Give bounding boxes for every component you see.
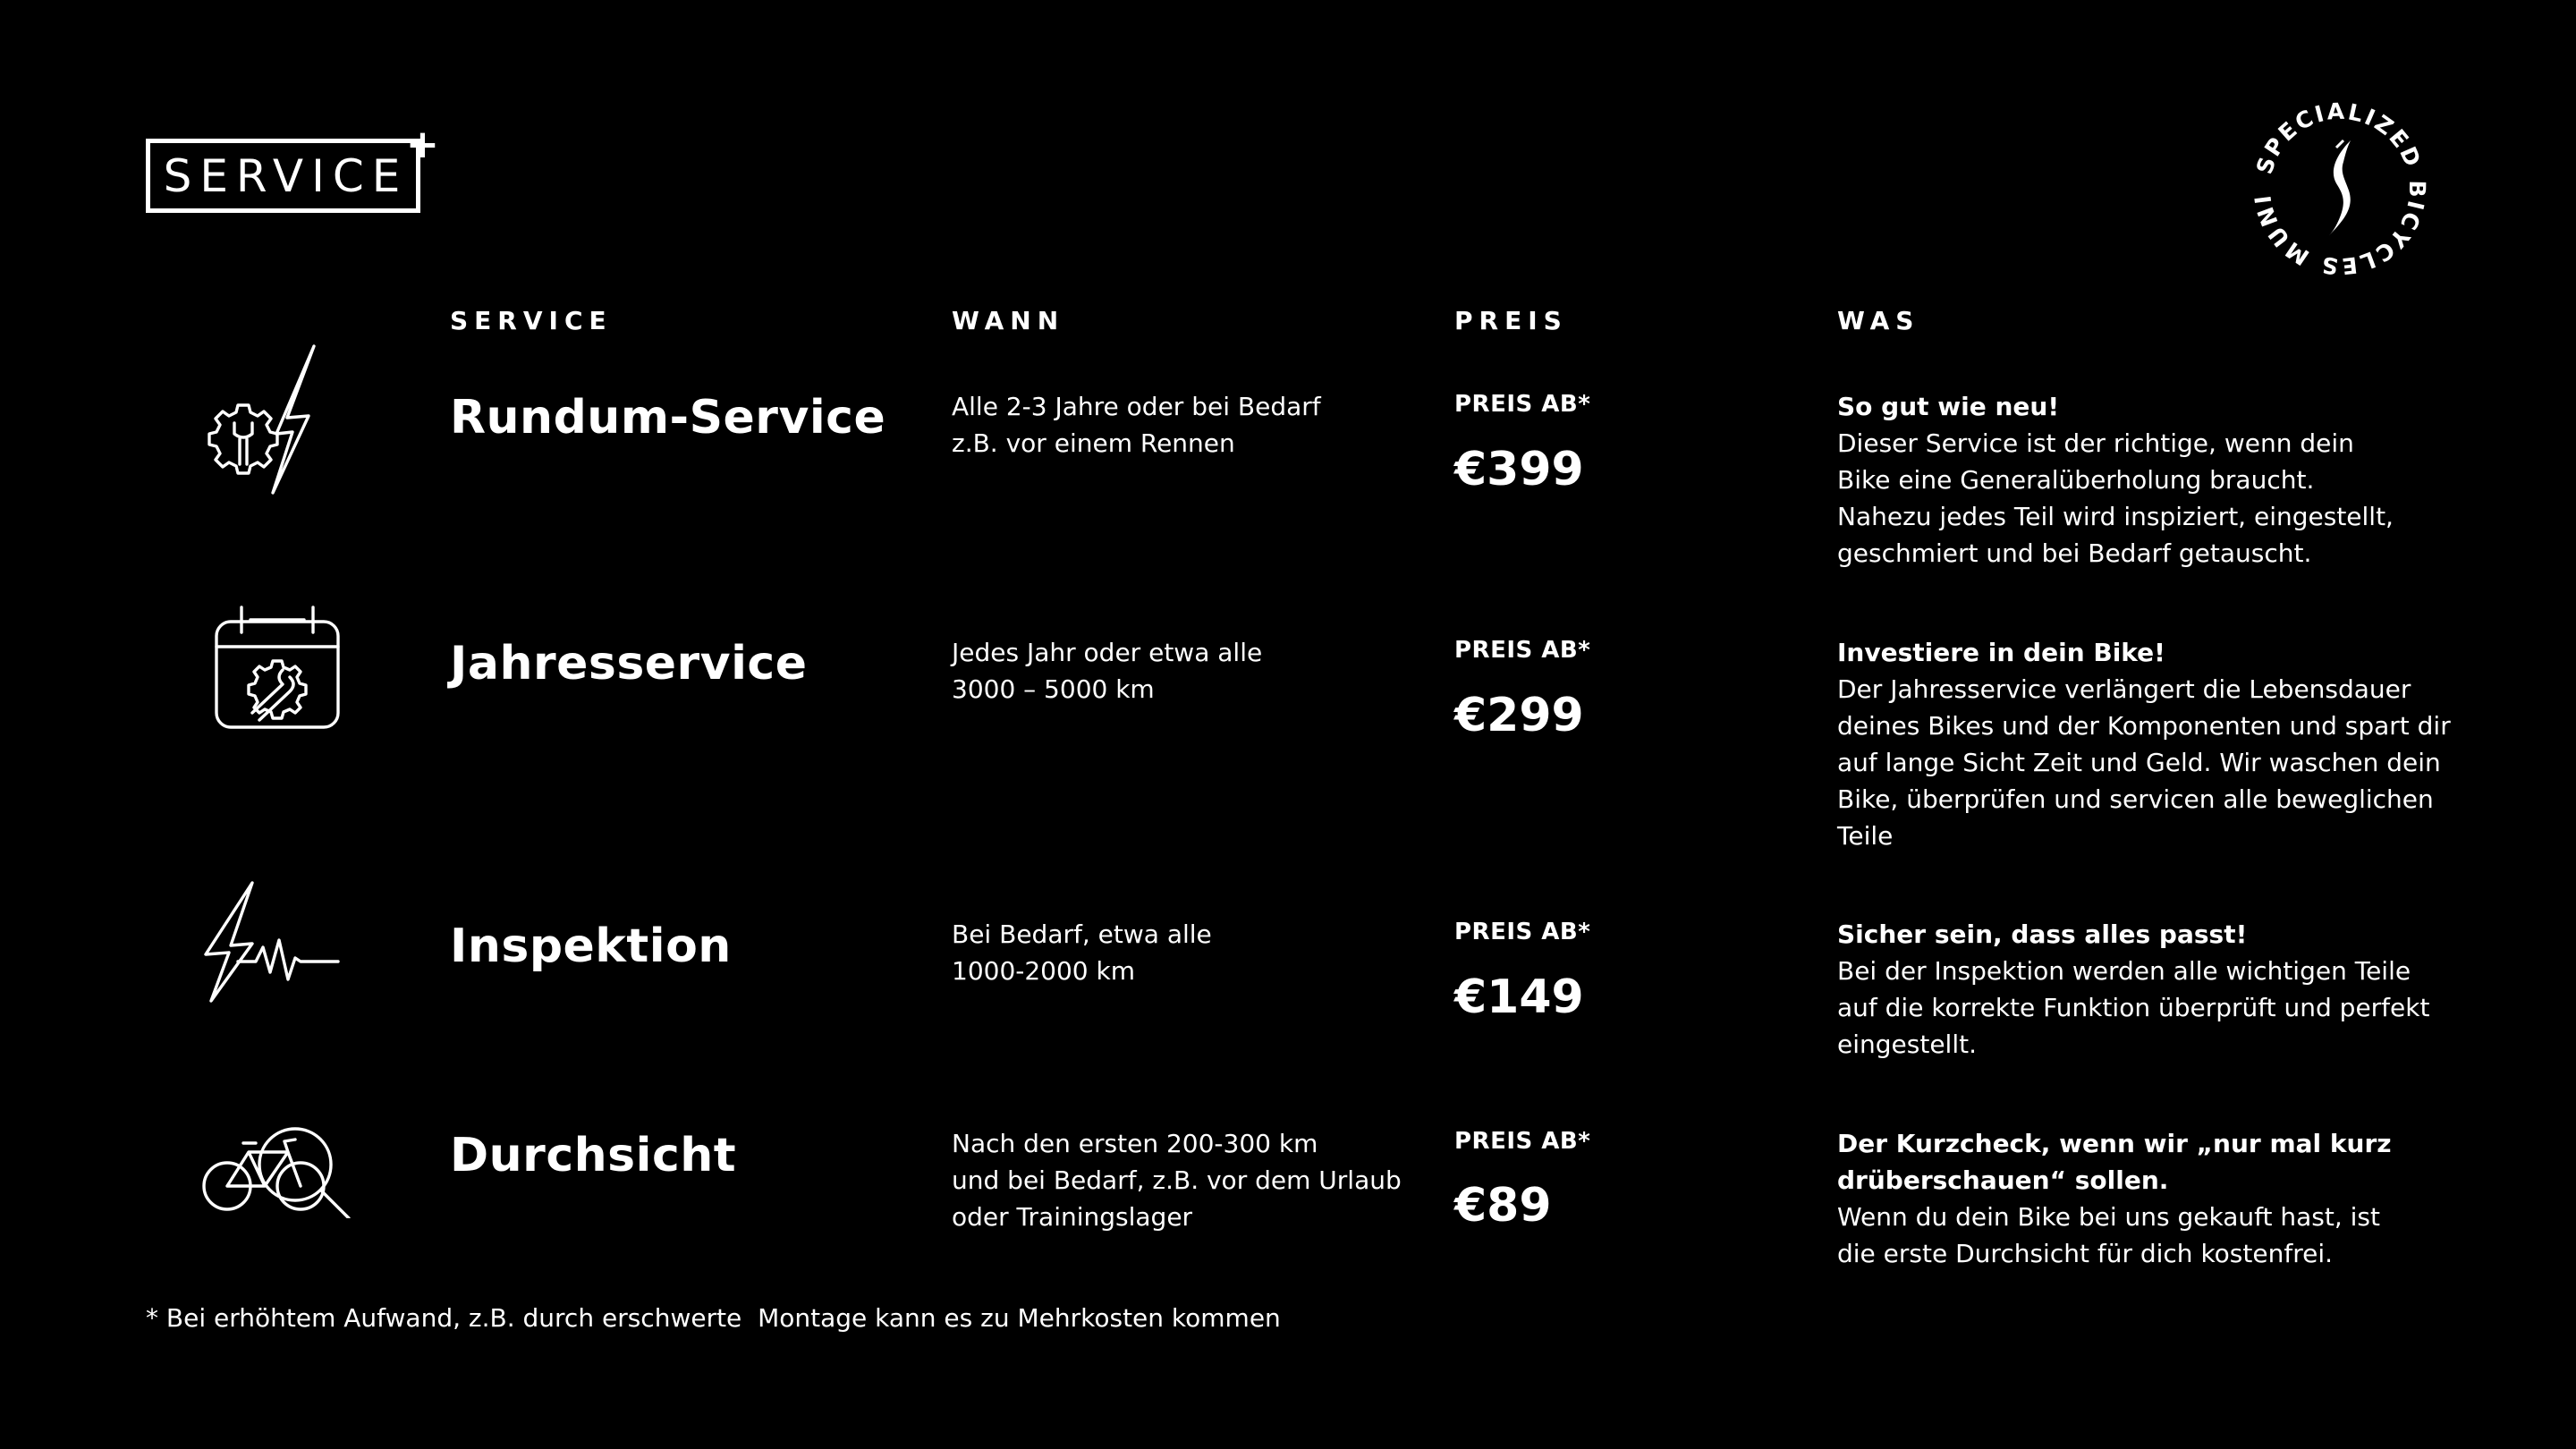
wann-inspektion [952, 916, 1417, 989]
gear-lightning-icon [201, 343, 335, 504]
was-line: auf lange Sicht Zeit und Geld. Wir waschen dein [1837, 748, 2441, 777]
service-logo [146, 139, 420, 213]
was-headline: Sicher sein, dass alles passt! [1837, 919, 2248, 949]
service-name-jahresservice: Jahresservice [450, 637, 808, 691]
was-line: Wenn du dein Bike bei uns gekauft hast, ist [1837, 1202, 2380, 1232]
was-rundum [1837, 388, 2463, 572]
wann-line: Nach den ersten 200-300 km [952, 1129, 1318, 1158]
wann-line: Bei Bedarf, etwa alle [952, 919, 1212, 949]
was-line: Nahezu jedes Teil wird inspiziert, eingestellt, [1837, 502, 2394, 531]
wann-line: z.B. vor einem Rennen [952, 428, 1235, 458]
price-rundum: €399 [1454, 443, 1584, 496]
column-header-wann: WANN [952, 306, 1065, 335]
was-headline-line: Der Kurzcheck, wenn wir „nur mal kurz [1837, 1129, 2392, 1158]
was-line: deines Bikes und der Komponenten und spart dir [1837, 711, 2451, 741]
wann-durchsicht [952, 1125, 1417, 1235]
was-line: Bei der Inspektion werden alle wichtigen Teile [1837, 956, 2411, 986]
footnote: * Bei erhöhtem Aufwand, z.B. durch erschwerte Montage kann es zu Mehrkosten kommen [146, 1303, 1281, 1333]
wann-line: Alle 2-3 Jahre oder bei Bedarf [952, 392, 1321, 421]
column-header-preis: PREIS [1454, 306, 1568, 335]
logo-plus: + [406, 122, 439, 167]
was-headline: So gut wie neu! [1837, 392, 2060, 421]
service-name-rundum: Rundum-Service [450, 391, 886, 445]
was-line: Der Jahresservice verlängert die Lebensdauer [1837, 674, 2411, 704]
preis-ab-label: PREIS AB* [1454, 1128, 1591, 1155]
price-jahresservice: €299 [1454, 689, 1584, 742]
specialized-badge [2236, 85, 2444, 292]
was-line: Teile [1837, 821, 1894, 851]
was-durchsicht [1837, 1125, 2463, 1272]
wann-line: 1000-2000 km [952, 956, 1136, 986]
svg-text:SPECIALIZED BICYCLES MUNICH [2236, 85, 2430, 279]
price-inspektion: €149 [1454, 970, 1584, 1024]
column-header-service: SERVICE [450, 306, 613, 335]
service-name-durchsicht: Durchsicht [450, 1129, 737, 1182]
wann-line: oder Trainingslager [952, 1202, 1193, 1232]
column-header-was: WAS [1837, 306, 1920, 335]
preis-ab-label: PREIS AB* [1454, 391, 1591, 418]
was-headline: Investiere in dein Bike! [1837, 638, 2165, 667]
specialized-logo-icon [2236, 85, 2444, 292]
wann-jahresservice [952, 634, 1417, 708]
preis-ab-label: PREIS AB* [1454, 637, 1591, 664]
preis-ab-label: PREIS AB* [1454, 919, 1591, 945]
wann-line: 3000 – 5000 km [952, 674, 1155, 704]
was-line: Bike eine Generalüberholung braucht. [1837, 465, 2315, 495]
was-line: Bike, überprüfen und servicen alle beweglichen [1837, 784, 2434, 814]
was-line: auf die korrekte Funktion überprüft und perfekt [1837, 993, 2430, 1022]
was-headline-line: drüberschauen“ sollen. [1837, 1165, 2169, 1195]
was-line: Dieser Service ist der richtige, wenn dein [1837, 428, 2354, 458]
bike-magnifier-icon [202, 1125, 354, 1222]
wann-line: und bei Bedarf, z.B. vor dem Urlaub [952, 1165, 1402, 1195]
was-line: geschmiert und bei Bedarf getauscht. [1837, 538, 2312, 568]
badge-ring-text: SPECIALIZED BICYCLES MUNI [2250, 97, 2431, 280]
service-name-inspektion: Inspektion [450, 919, 732, 973]
was-inspektion [1837, 916, 2463, 1063]
calendar-wrench-icon [213, 604, 342, 736]
logo-text: SERVICE [163, 149, 409, 202]
was-line: die erste Durchsicht für dich kostenfrei. [1837, 1239, 2333, 1268]
wann-rundum [952, 388, 1417, 462]
was-line: eingestellt. [1837, 1030, 1977, 1059]
lightning-pulse-icon [202, 879, 342, 1008]
price-durchsicht: €89 [1454, 1179, 1552, 1233]
wann-line: Jedes Jahr oder etwa alle [952, 638, 1263, 667]
was-jahresservice [1837, 634, 2463, 854]
